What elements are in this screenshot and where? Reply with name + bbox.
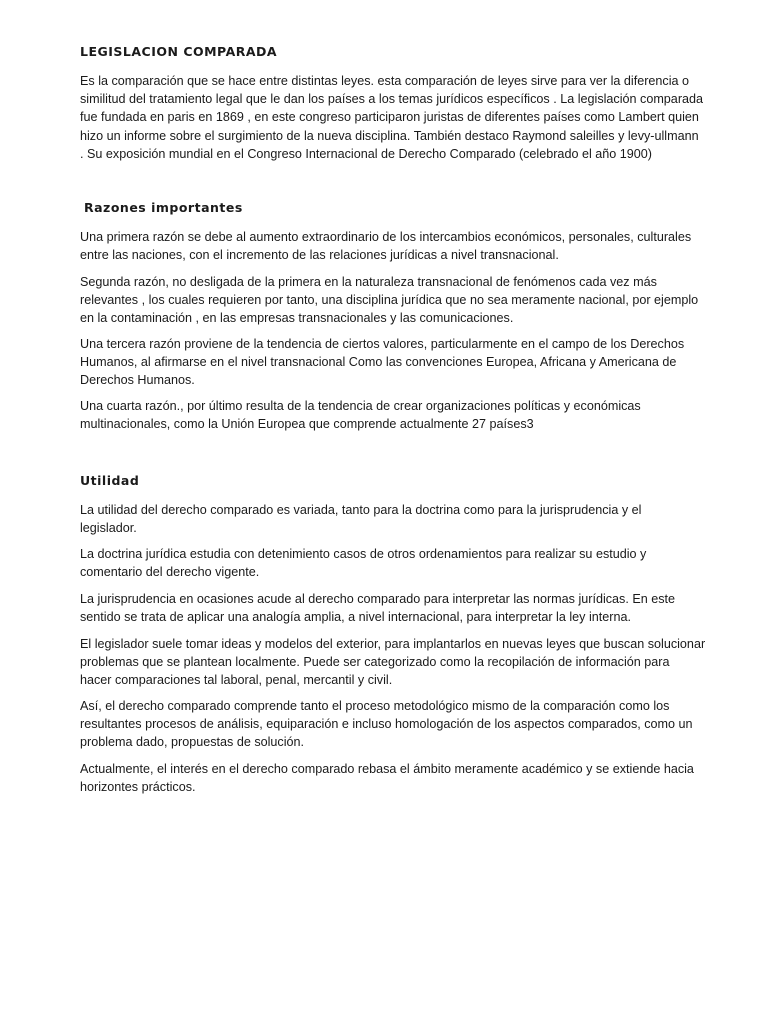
paragraph-line: problema dado, propuestas de solución. [80, 735, 305, 750]
paragraph-line: comentario del derecho vigente. [80, 565, 260, 580]
paragraph-line: El legislador suele tomar ideas y modelos del exterior, para implantarlos en nuevas leyes que buscan solucionar [80, 637, 706, 651]
paragraph-line: La utilidad del derecho comparado es variada, tanto para la doctrina como para la jurisprudencia y el [80, 503, 642, 517]
razones-heading: Razones importantes [84, 200, 243, 215]
paragraph-line: La doctrina jurídica estudia con detenimiento casos de otros ordenamientos para realizar su estudio y [80, 547, 647, 561]
intro-paragraph [80, 72, 725, 163]
paragraph-line: relevantes , los cuales requieren por tanto, una disciplina jurídica que no sea meramente nacional, por ejemplo [80, 293, 699, 308]
utilidad-paragraph-6 [80, 760, 725, 796]
paragraph-line: Segunda razón, no desligada de la primera en la naturaleza transnacional de fenómenos cada vez más [80, 275, 657, 289]
paragraph-line: Actualmente, el interés en el derecho comparado rebasa el ámbito meramente académico y se extiende hacia [80, 762, 694, 776]
intro-line: similitud del tratamiento legal que le dan los países a los temas jurídicos específicos . La legislación comparada [80, 92, 704, 107]
utilidad-paragraph-3 [80, 590, 725, 626]
paragraph-line: resultantes procesos de análisis, equiparación e incluso homologación de los aspectos comparados, como un [80, 717, 693, 732]
paragraph-line: Humanos, al afirmarse en el nivel transnacional Como las convenciones Europea, Africana y Americana de [80, 355, 677, 370]
paragraph-line: sentido se trata de aplicar una analogía amplia, a nivel internacional, para interpretar la ley interna. [80, 610, 631, 625]
intro-line: Es la comparación que se hace entre distintas leyes. esta comparación de leyes sirve para ver la diferencia o [80, 74, 690, 88]
razones-paragraph-4 [80, 397, 725, 433]
utilidad-paragraph-4 [80, 635, 725, 690]
paragraph-line: horizontes prácticos. [80, 780, 196, 795]
paragraph-line: legislador. [80, 521, 137, 536]
utilidad-paragraph-1 [80, 501, 725, 537]
paragraph-line: problemas que se plantean localmente. Puede ser categorizado como la recopilación de información para [80, 655, 670, 670]
document-title: LEGISLACION COMPARADA [80, 44, 278, 59]
paragraph-line: Así, el derecho comparado comprende tanto el proceso metodológico mismo de la comparación como los [80, 699, 670, 713]
intro-line: . Su exposición mundial en el Congreso Internacional de Derecho Comparado (celebrado el año 1900) [80, 146, 652, 161]
paragraph-line: Una primera razón se debe al aumento extraordinario de los intercambios económicos, personales, culturales [80, 230, 692, 244]
paragraph-line: Derechos Humanos. [80, 373, 195, 388]
razones-paragraph-3 [80, 335, 725, 390]
utilidad-paragraph-2 [80, 545, 725, 581]
paragraph-line: multinacionales, como la Unión Europea que comprende actualmente 27 países3 [80, 417, 534, 432]
utilidad-heading: Utilidad [80, 473, 140, 488]
paragraph-line: Una cuarta razón., por último resulta de la tendencia de crear organizaciones políticas y económicas [80, 399, 641, 413]
razones-paragraph-1 [80, 228, 725, 264]
paragraph-line: Una tercera razón proviene de la tendencia de ciertos valores, particularmente en el campo de los Derechos [80, 337, 685, 351]
paragraph-line: en la contaminación , en las empresas transnacionales y las comunicaciones. [80, 311, 514, 326]
intro-line: fue fundada en paris en 1869 , en este congreso participaron juristas de diferentes países como Lambert quien [80, 110, 699, 125]
utilidad-paragraph-5 [80, 697, 725, 752]
paragraph-line: La jurisprudencia en ocasiones acude al derecho comparado para interpretar las normas jurídicas. En este [80, 592, 676, 606]
razones-paragraph-2 [80, 273, 725, 328]
paragraph-line: entre las naciones, con el incremento de las relaciones jurídicas a nivel transnacional. [80, 248, 559, 263]
intro-line: hizo un informe sobre el surgimiento de la nueva disciplina. También destaco Raymond saleilles y levy-ullmann [80, 128, 699, 143]
paragraph-line: hacer comparaciones tal laboral, penal, mercantil y civil. [80, 673, 393, 688]
